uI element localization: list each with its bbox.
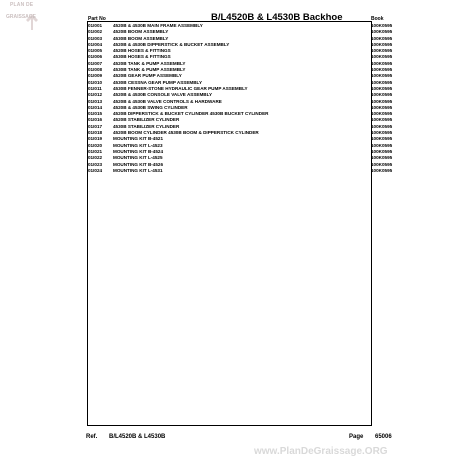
part-description: 4520B DIPPERSTICK & BUCKET CYLINDER 4530B BUCKET CYLINDER [113,111,269,117]
part-number: 01I018 [88,130,103,136]
footer-page-label: Page [349,434,364,440]
book-number: 100K0595 [371,41,393,47]
book-number: 100K0595 [371,136,393,142]
book-number: 100K0595 [371,123,393,129]
column-header-part-no: Part No [88,16,106,22]
part-number: 01I024 [88,167,103,173]
part-description: 4520B & 4530B SWING CYLINDER [113,104,188,110]
part-description: 4520B & 4530B MAIN FRAME ASSEMBLY [113,23,203,28]
part-number: 01I021 [88,148,103,154]
part-number: 01I009 [88,73,103,79]
part-number: 01I006 [88,54,103,60]
book-number: 100K0595 [371,155,393,161]
part-description: 4520B HOSES & FITTINGS [113,48,171,54]
part-description: 4530B TANK & PUMP ASSEMBLY [113,67,186,73]
parts-list [88,23,393,174]
book-number: 100K0595 [371,60,393,66]
book-number: 100K0595 [371,79,393,85]
part-number: 01I020 [88,142,103,148]
part-number: 01I019 [88,136,103,142]
part-description: 4520B GEAR PUMP ASSEMBLY [113,73,182,79]
part-number: 01I003 [88,35,103,41]
part-description: MOUNTING KIT L-4525 [113,155,163,161]
book-number: 100K0595 [371,117,393,123]
part-number: 01I002 [88,29,103,35]
part-description: 4520B BOOM ASSEMBLY [113,29,169,35]
part-number: 01I007 [88,60,103,66]
plan-de-graissage-logo [4,0,54,40]
part-number: 01I012 [88,92,103,98]
column-header-book: Book [371,16,384,22]
part-description: 4520B & 4530B DIPPERSTICK & BUCKET ASSEMBLY [113,41,230,47]
book-number: 100K0595 [371,111,393,117]
book-number: 100K0595 [371,54,393,60]
book-number: 100K0595 [371,161,393,167]
part-number: 01I013 [88,98,103,104]
part-number: 01I014 [88,104,103,110]
book-number: 100K0595 [371,148,393,154]
part-number: 01I017 [88,123,103,129]
part-description: 4520B & 4530B CONSOLE VALVE ASSEMBLY [113,92,213,98]
part-number: 01I005 [88,48,103,54]
part-number: 01I004 [88,41,103,47]
part-description: MOUNTING KIT B-4524 [113,148,164,154]
logo-text-line1: PLAN DE [10,2,34,8]
book-number: 100K0595 [371,130,393,136]
part-description: 4530B FENNER-STONE HYDRAULIC GEAR PUMP ASSEMBLY [113,85,248,91]
book-number: 100K0595 [371,35,393,41]
part-description: 4520B BOOM CYLINDER 4530B BOOM & DIPPERSTICK CYLINDER [113,130,259,136]
book-number: 100K0595 [371,167,393,173]
part-number: 01I011 [88,85,102,91]
part-description: MOUNTING KIT L-4523 [113,142,163,148]
part-description: 4530B STABILIZER CYLINDER [113,123,180,129]
book-number: 100K0595 [371,29,393,35]
part-description: 4520B STABILIZER CYLINDER [113,117,180,123]
book-number: 100K0595 [371,104,393,110]
part-description: 4530B CESSNA GEAR PUMP ASSEMBLY [113,79,203,85]
page-title: B/L4520B & L4530B Backhoe [211,12,343,23]
part-number: 01I022 [88,155,103,161]
book-number: 100K0595 [371,23,393,28]
part-description: 4530B BOOM ASSEMBLY [113,35,169,41]
book-number: 100K0595 [371,98,393,104]
book-number: 100K0595 [371,142,393,148]
book-number: 100K0595 [371,73,393,79]
part-description: 4520B & 4530B VALVE CONTROLS & HARDWARE [113,98,222,104]
footer-model: B/L4520B & L4530B [109,434,166,440]
logo-text-line3: GRAISSAGE [6,14,37,20]
book-number: 100K0595 [371,67,393,73]
footer-page-number: 65006 [375,434,392,440]
part-description: 4520B TANK & PUMP ASSEMBLY [113,60,186,66]
table-row[interactable] [88,167,393,174]
part-description: MOUNTING KIT B-4521 [113,136,164,142]
part-number: 01I008 [88,67,103,73]
part-number: 01I001 [88,23,103,28]
footer-ref-label: Ref. [86,434,98,440]
part-number: 01I016 [88,117,103,123]
part-number: 01I015 [88,111,103,117]
part-number: 01I023 [88,161,103,167]
watermark-url: www.PlanDeGraissage.ORG [254,446,388,457]
top-rule [87,21,372,22]
book-number: 100K0595 [371,85,393,91]
book-number: 100K0595 [371,92,393,98]
part-description: 4530B HOSES & FITTINGS [113,54,171,60]
bottom-rule [87,425,372,426]
part-description: MOUNTING KIT B-4526 [113,161,164,167]
part-number: 01I010 [88,79,103,85]
book-number: 100K0595 [371,48,393,54]
part-description: MOUNTING KIT L-4531 [113,167,163,173]
